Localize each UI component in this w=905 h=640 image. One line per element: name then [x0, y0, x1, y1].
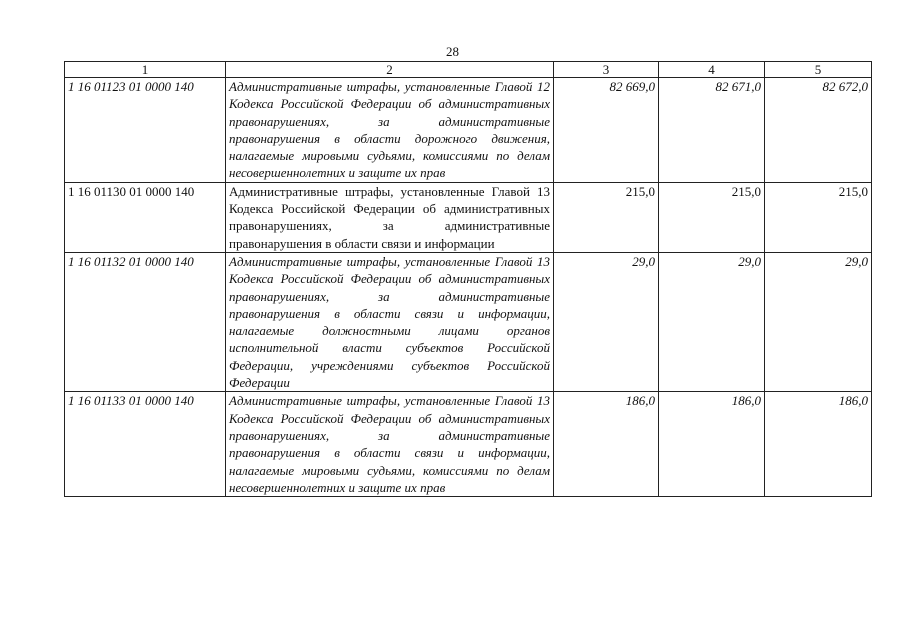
value-column-5: 29,0	[765, 252, 872, 391]
column-header-2: 2	[226, 62, 554, 78]
table-header-row	[65, 62, 872, 78]
value-column-5: 215,0	[765, 182, 872, 252]
column-header-1: 1	[65, 62, 226, 78]
column-header-4: 4	[659, 62, 765, 78]
table-row	[65, 182, 872, 252]
budget-code: 1 16 01133 01 0000 140	[65, 392, 226, 497]
budget-code: 1 16 01123 01 0000 140	[65, 78, 226, 183]
column-header-3: 3	[554, 62, 659, 78]
value-column-4: 215,0	[659, 182, 765, 252]
table-row	[65, 78, 872, 183]
budget-table	[64, 61, 872, 497]
value-column-4: 29,0	[659, 252, 765, 391]
value-column-5: 186,0	[765, 392, 872, 497]
column-header-5: 5	[765, 62, 872, 78]
revenue-description: Административные штрафы, установленные Главой 13 Кодекса Российской Федерации об административных правонарушениях, за административные правонарушения в области связи и информации	[226, 182, 554, 252]
value-column-3: 29,0	[554, 252, 659, 391]
budget-code: 1 16 01132 01 0000 140	[65, 252, 226, 391]
value-column-4: 82 671,0	[659, 78, 765, 183]
value-column-5: 82 672,0	[765, 78, 872, 183]
page-number: 28	[446, 44, 459, 59]
revenue-description: Административные штрафы, установленные Главой 12 Кодекса Российской Федерации об административных правонарушениях, за административные правонарушения в области дорожного движения, налагаемые мировыми судьями, комиссиями по делам несовершеннолетних и защите их прав	[226, 78, 554, 183]
value-column-3: 82 669,0	[554, 78, 659, 183]
value-column-3: 215,0	[554, 182, 659, 252]
value-column-4: 186,0	[659, 392, 765, 497]
revenue-description: Административные штрафы, установленные Главой 13 Кодекса Российской Федерации об административных правонарушениях, за административные правонарушения в области связи и информации, налагаемые должностными лицами органов исполнительной власти субъектов Российской Федерации, учреждениями субъектов Российской Федерации	[226, 252, 554, 391]
budget-code: 1 16 01130 01 0000 140	[65, 182, 226, 252]
revenue-description: Административные штрафы, установленные Главой 13 Кодекса Российской Федерации об административных правонарушениях, за административные правонарушения в области связи и информации, налагаемые мировыми судьями, комиссиями по делам несовершеннолетних и защите их прав	[226, 392, 554, 497]
value-column-3: 186,0	[554, 392, 659, 497]
table-row	[65, 252, 872, 391]
table-row	[65, 392, 872, 497]
